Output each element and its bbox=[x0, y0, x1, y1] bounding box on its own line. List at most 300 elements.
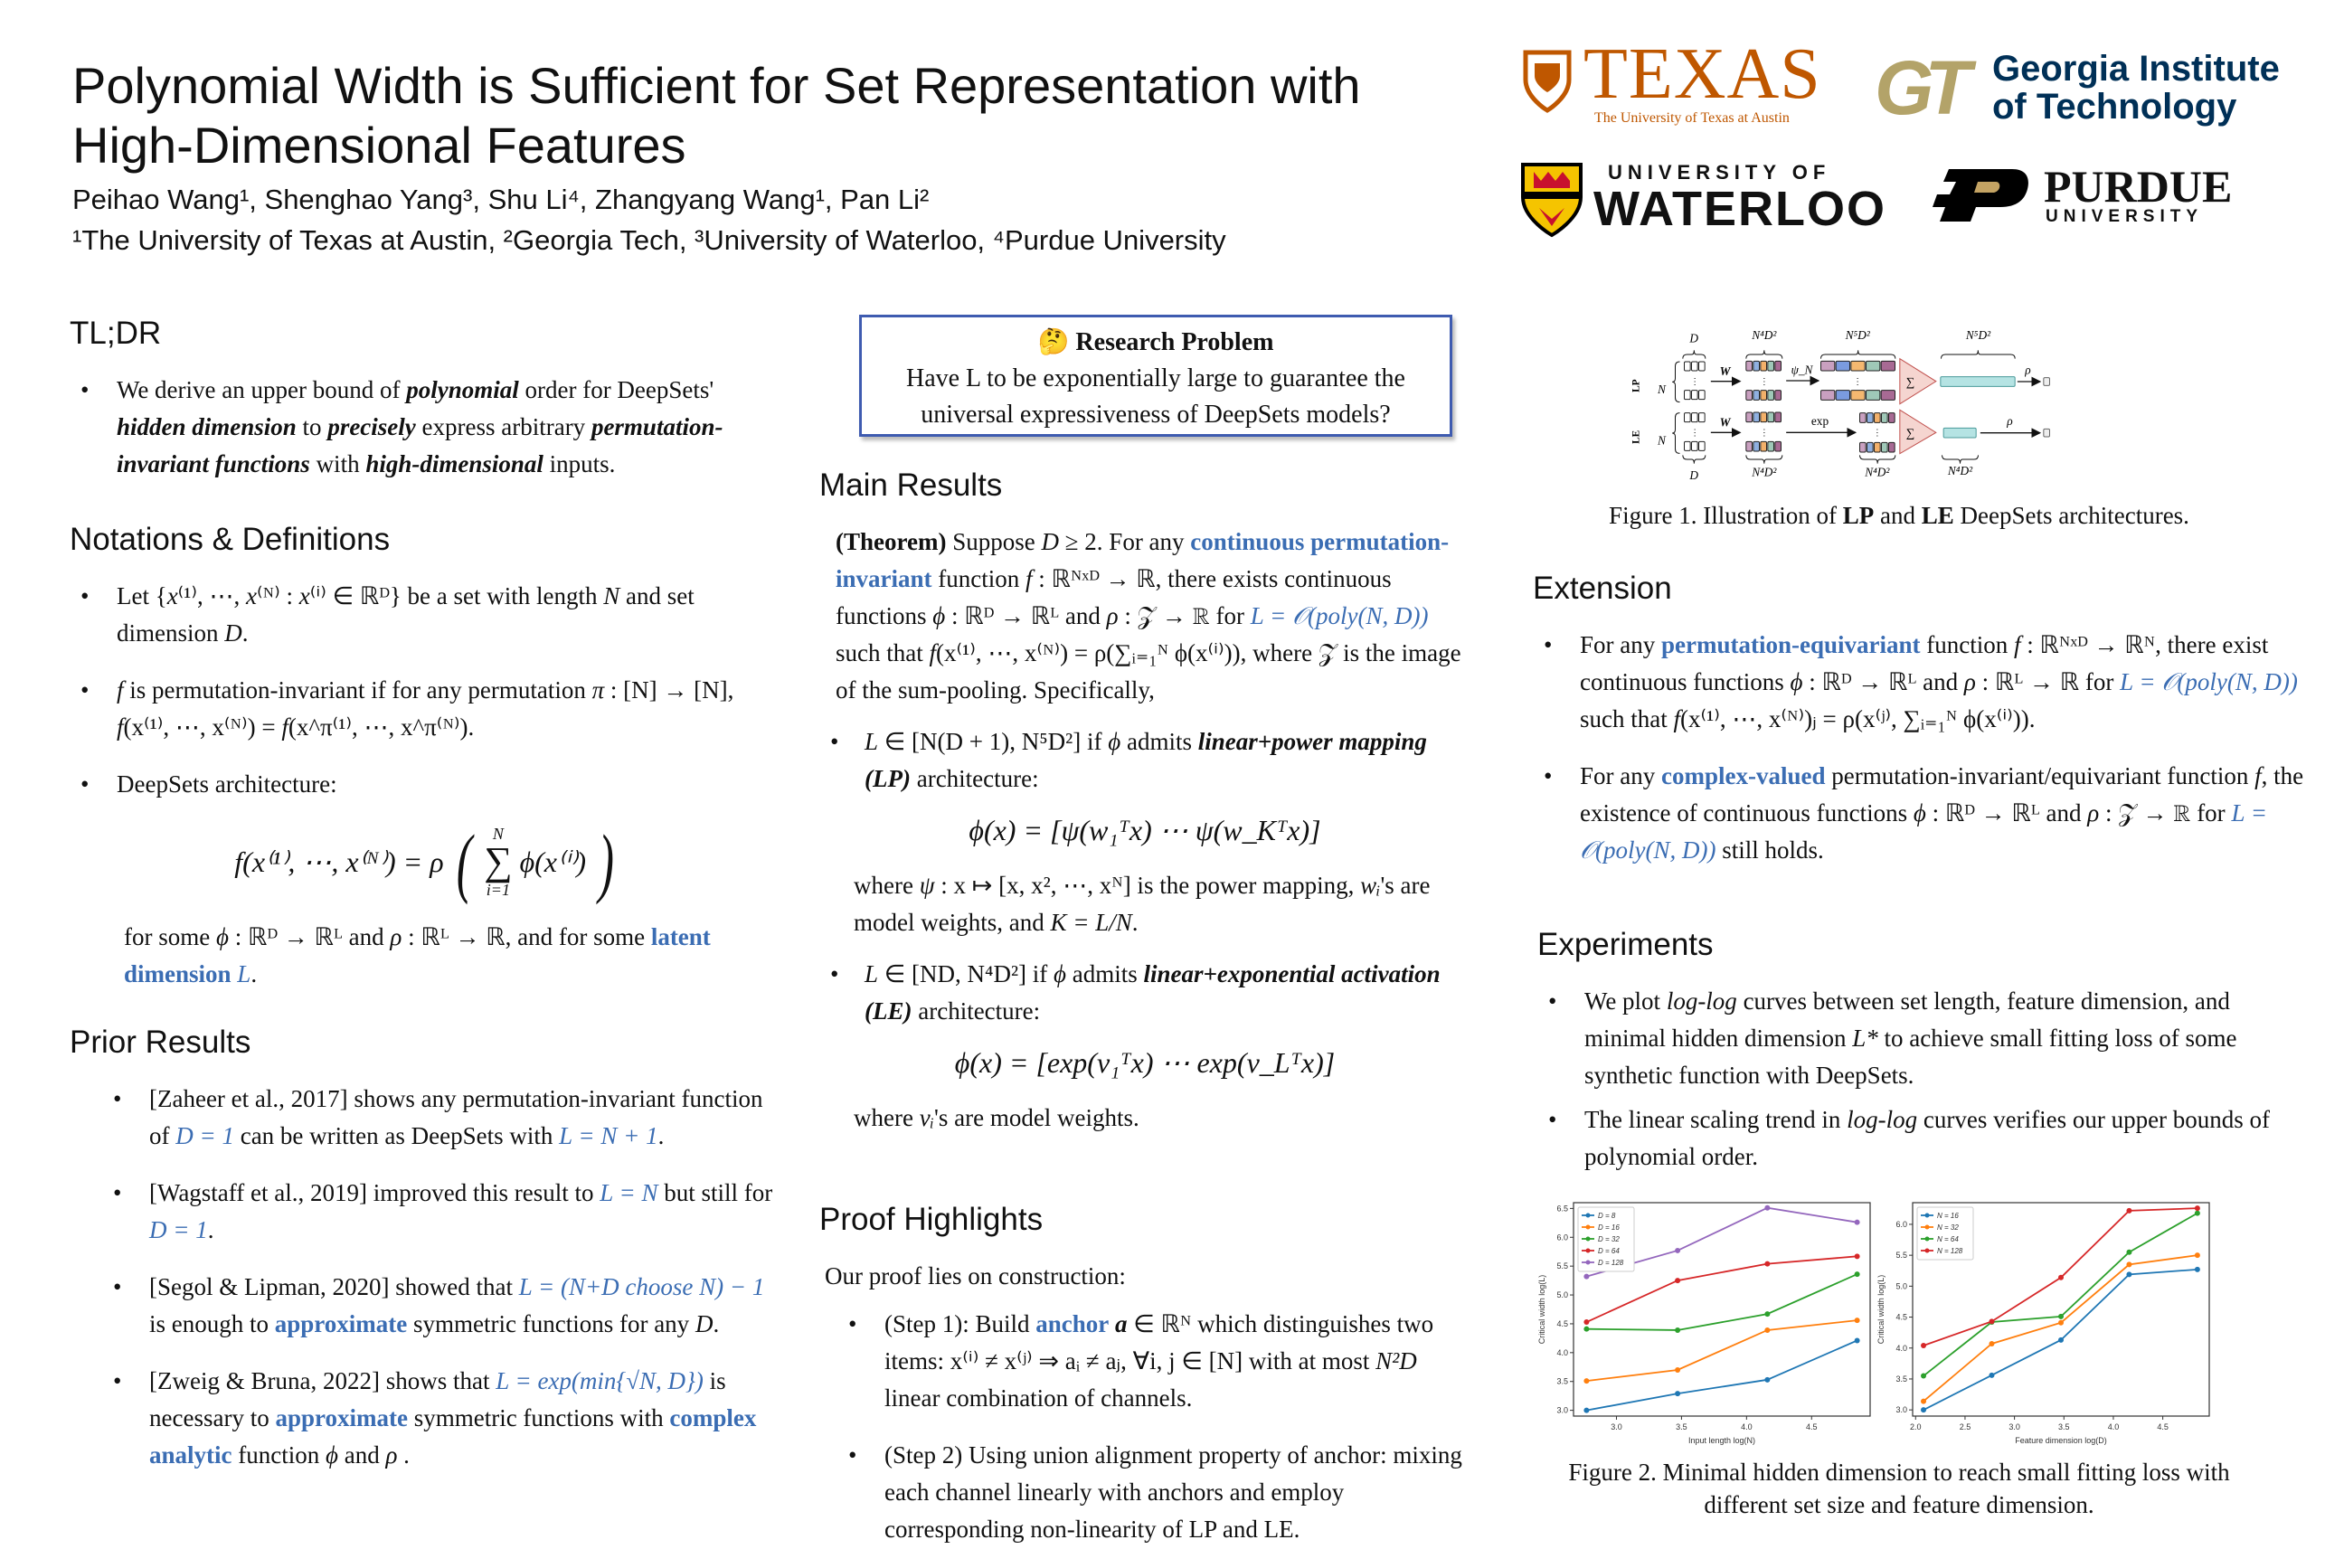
brace bbox=[1821, 350, 1895, 358]
text-segment: symmetric functions with bbox=[407, 1404, 670, 1431]
text-segment: D bbox=[1041, 528, 1059, 555]
text-segment: hidden dimension bbox=[117, 413, 297, 440]
purdue-wordmark: PURDUE bbox=[2044, 161, 2233, 212]
legend-label: D = 128 bbox=[1598, 1259, 1624, 1267]
power-cell bbox=[1851, 361, 1865, 371]
n4d2-label: N⁴D² bbox=[1752, 328, 1777, 342]
y-tick-label: 5.0 bbox=[1556, 1290, 1568, 1300]
data-point bbox=[1855, 1318, 1860, 1323]
y-tick-label: 5.5 bbox=[1556, 1261, 1568, 1271]
n5d2-label: N⁵D² bbox=[1845, 328, 1870, 342]
prior-bullet bbox=[102, 1363, 784, 1474]
sum-upper: N bbox=[492, 825, 504, 843]
text-segment: to bbox=[296, 413, 328, 440]
text-segment: admits bbox=[1066, 960, 1144, 987]
section-proof bbox=[819, 1201, 1470, 1568]
text-segment: . bbox=[241, 619, 249, 647]
legend-marker bbox=[1925, 1214, 1930, 1218]
text-segment: L = 𝒪(poly(N, D)) bbox=[2120, 668, 2298, 695]
eq-lhs: f(x⁽¹⁾, ⋯, x⁽ᴺ⁾) = ρ bbox=[234, 845, 444, 878]
text-segment: f bbox=[117, 713, 124, 741]
text-segment: architecture: bbox=[912, 997, 1041, 1025]
n-label: N bbox=[1658, 383, 1666, 396]
text-segment: continuous permutation-invariant bbox=[836, 528, 1450, 592]
embed-cell bbox=[1768, 441, 1774, 451]
d-label: D bbox=[1689, 331, 1698, 345]
text-segment: latent dimension bbox=[124, 923, 711, 987]
figure-1-caption bbox=[1537, 499, 2261, 532]
text-segment: [Zweig & Bruna, 2022] shows that bbox=[149, 1367, 496, 1394]
text-segment: K = L/N bbox=[1050, 909, 1132, 936]
gt-monogram: GT bbox=[1875, 45, 1962, 130]
text-segment: can be written as DeepSets with bbox=[233, 1122, 560, 1149]
deepsets-equation bbox=[70, 818, 784, 905]
proof-step bbox=[837, 1306, 1470, 1417]
brace bbox=[1746, 455, 1782, 463]
power-cell bbox=[1821, 361, 1835, 371]
text-segment: ⁽¹⁾, ⋯, bbox=[177, 582, 247, 609]
text-segment: still holds. bbox=[1715, 836, 1824, 864]
embed-cell bbox=[1746, 412, 1753, 422]
y-tick-label: 3.0 bbox=[1895, 1405, 1907, 1415]
text-segment: such that bbox=[836, 639, 930, 666]
le-equation: ϕ(x) = [exp(v₁ᵀx) ⋯ exp(v_Lᵀx)] bbox=[954, 1046, 1336, 1079]
text-segment: ∈ ℝᴺ which distinguishes two items: x⁽ⁱ⁾ ≠ x⁽ʲ⁾ ⇒ aᵢ ≠ aⱼ, ∀i, j ∈ [N] with at most bbox=[884, 1310, 1434, 1374]
experiments-bullet bbox=[1537, 1101, 2306, 1176]
proof-step bbox=[837, 1437, 1470, 1548]
n4d2-label: N⁴D² bbox=[1865, 465, 1890, 479]
prior-bullet bbox=[102, 1081, 784, 1155]
lp-bullet bbox=[819, 723, 1470, 798]
heading-extension: Extension bbox=[1533, 571, 1672, 606]
extension-bullet bbox=[1533, 758, 2306, 869]
text-segment: linear+power mapping (LP) bbox=[865, 728, 1427, 792]
text-segment: f bbox=[1673, 705, 1680, 732]
text-segment: L = N bbox=[600, 1179, 658, 1206]
x-axis-label: Input length log(N) bbox=[1687, 1436, 1756, 1445]
vertical-dots: ⋮ bbox=[1872, 428, 1882, 439]
text-segment: function bbox=[232, 1441, 326, 1469]
text-segment: : ℝᴸ → ℝ, and for some bbox=[402, 923, 651, 950]
embed-cell bbox=[1753, 391, 1760, 401]
text-segment: The linear scaling trend in bbox=[1584, 1106, 1848, 1133]
text-segment: : ℝᴰ → ℝᴸ and bbox=[228, 923, 391, 950]
text-segment: We derive an upper bound of bbox=[117, 376, 407, 403]
text-segment: L = N + 1 bbox=[559, 1122, 658, 1149]
data-point bbox=[1989, 1373, 1994, 1378]
data-point bbox=[1921, 1343, 1926, 1348]
text-segment: . bbox=[250, 960, 258, 987]
data-point bbox=[2126, 1208, 2131, 1214]
text-segment: architecture: bbox=[910, 765, 1039, 792]
text-segment: ∈ [ND, N⁴D²] if bbox=[878, 960, 1054, 987]
text-segment: wᵢ bbox=[1360, 872, 1381, 899]
text-segment: order for DeepSets' bbox=[518, 376, 714, 403]
heading-experiments: Experiments bbox=[1537, 927, 1714, 962]
le-bullet bbox=[819, 956, 1470, 1030]
data-point bbox=[2195, 1267, 2200, 1272]
legend-label: N = 32 bbox=[1937, 1223, 1959, 1232]
text-segment: For any bbox=[1580, 631, 1661, 658]
data-point bbox=[1764, 1261, 1770, 1267]
text-segment: x bbox=[298, 582, 310, 609]
data-point bbox=[1583, 1378, 1589, 1384]
text-segment: ρ bbox=[390, 923, 402, 950]
x-tick-label: 4.0 bbox=[1741, 1422, 1753, 1431]
text-segment: : ℝᴺˣᴰ → ℝᴺ, there exist continuous functions bbox=[1580, 631, 2269, 695]
text-segment: ϕ bbox=[215, 923, 229, 950]
brace bbox=[1746, 350, 1782, 358]
section-extension bbox=[1533, 570, 2306, 889]
text-segment: L = (N+D choose N) − 1 bbox=[518, 1273, 765, 1300]
chart-input-length bbox=[1528, 1192, 1881, 1454]
n4d2-label: N⁴D² bbox=[1752, 465, 1777, 479]
y-tick-label: 3.0 bbox=[1556, 1405, 1568, 1415]
data-point bbox=[1921, 1399, 1926, 1404]
sum-pooling-triangle bbox=[1900, 359, 1936, 404]
text-segment: ⁽ᴺ⁾ : bbox=[257, 582, 299, 609]
le-explanation bbox=[819, 1100, 1470, 1137]
x-tick-label: 4.0 bbox=[2107, 1422, 2120, 1431]
data-point bbox=[1764, 1327, 1770, 1333]
legend-marker bbox=[1586, 1261, 1591, 1265]
input-cell bbox=[1692, 362, 1698, 371]
y-tick-label: 5.5 bbox=[1895, 1251, 1907, 1261]
brace bbox=[1942, 350, 2016, 358]
power-cell bbox=[1821, 391, 1835, 401]
x-tick-label: 2.0 bbox=[1910, 1422, 1922, 1431]
y-axis-label: Critical width log(L) bbox=[1537, 1274, 1546, 1345]
text-segment: function bbox=[1920, 631, 2014, 658]
input-cell bbox=[1692, 441, 1698, 450]
text-segment: f bbox=[2013, 631, 2021, 658]
text-segment: f bbox=[117, 676, 124, 704]
text-segment: and bbox=[1874, 502, 1922, 529]
input-cell bbox=[1685, 413, 1691, 422]
n4d2-label: N⁴D² bbox=[1947, 464, 1973, 477]
text-segment: DeepSets architectures. bbox=[1953, 502, 2189, 529]
input-cell bbox=[1699, 362, 1706, 371]
section-main-results bbox=[819, 467, 1470, 1137]
text-segment: L bbox=[865, 728, 879, 755]
legend-marker bbox=[1586, 1214, 1591, 1218]
legend-label: D = 32 bbox=[1598, 1235, 1620, 1243]
power-cell bbox=[1851, 391, 1865, 401]
text-segment: Figure 1. Illustration of bbox=[1609, 502, 1843, 529]
sigma-label: ∑ bbox=[1905, 426, 1915, 439]
text-segment: L* bbox=[1852, 1025, 1878, 1052]
text-segment: and bbox=[337, 1441, 386, 1469]
text-segment: (Step 2) Using union alignment property of anchor: mixing each channel linearly with anchors and employ corresponding non-linearity of LP and LE. bbox=[884, 1441, 1462, 1543]
text-segment: ρ bbox=[385, 1441, 398, 1469]
section-notations bbox=[70, 521, 784, 993]
text-segment: ϕ bbox=[325, 1441, 338, 1469]
lp-equation: ϕ(x) = [ψ(w₁ᵀx) ⋯ ψ(w_Kᵀx)] bbox=[969, 814, 1321, 846]
text-segment: LP bbox=[1842, 502, 1875, 529]
text-segment: . bbox=[207, 1216, 214, 1243]
power-cell bbox=[1881, 361, 1895, 371]
y-tick-label: 3.5 bbox=[1556, 1376, 1568, 1386]
data-point bbox=[1855, 1337, 1860, 1343]
embed-cell bbox=[1768, 391, 1774, 401]
gt-line2: of Technology bbox=[1992, 87, 2237, 127]
psi-label: ψ_N bbox=[1791, 363, 1813, 377]
proof-intro: Our proof lies on construction: bbox=[825, 1262, 1126, 1289]
output-node bbox=[2044, 378, 2050, 386]
legend-label: N = 64 bbox=[1937, 1235, 1959, 1243]
section-prior bbox=[70, 1024, 784, 1494]
research-problem-box bbox=[859, 315, 1452, 437]
embed-cell bbox=[1775, 391, 1782, 401]
data-point bbox=[1675, 1367, 1680, 1373]
power-cell bbox=[1836, 391, 1849, 401]
power-cell bbox=[1836, 361, 1849, 371]
brace bbox=[1860, 455, 1895, 463]
x-axis-label: Feature dimension log(D) bbox=[2015, 1436, 2107, 1445]
x-tick-label: 2.5 bbox=[1959, 1422, 1971, 1431]
sum-pooling-triangle bbox=[1900, 410, 1936, 453]
text-segment: . bbox=[713, 1310, 720, 1337]
data-point bbox=[1675, 1248, 1680, 1253]
n5d2-label: N⁵D² bbox=[1965, 328, 1991, 342]
research-text: Have L to be exponentially large to guarantee the universal expressiveness of DeepSets models? bbox=[905, 364, 1405, 429]
text-segment: high-dimensional bbox=[365, 450, 543, 477]
x-tick-label: 3.5 bbox=[2058, 1422, 2070, 1431]
vertical-dots: ⋮ bbox=[1759, 377, 1769, 387]
text-segment: : ℝᴰ → ℝᴸ and bbox=[945, 602, 1107, 629]
data-point bbox=[1583, 1274, 1589, 1280]
exp-cell bbox=[1889, 442, 1895, 452]
heading-prior: Prior Results bbox=[70, 1025, 251, 1060]
exp-cell bbox=[1867, 413, 1874, 423]
power-cell bbox=[1881, 391, 1895, 401]
tldr-bullet bbox=[70, 372, 784, 483]
x-tick-label: 3.0 bbox=[1611, 1422, 1622, 1431]
heading-proof: Proof Highlights bbox=[819, 1202, 1044, 1237]
text-segment: where 𝒵 is the image of the sum-pooling. Specifically, bbox=[836, 639, 1461, 704]
text-segment: (x^π⁽¹⁾, ⋯, x^π⁽ᴺ⁾). bbox=[288, 713, 475, 741]
text-segment: ≥ 2. For any bbox=[1058, 528, 1191, 555]
text-segment: L = 𝒪(poly(N, D)) bbox=[1580, 799, 2267, 864]
text-segment: D bbox=[224, 619, 242, 647]
text-segment: polynomial bbox=[406, 376, 519, 403]
affiliations: ¹The University of Texas at Austin, ²Georgia Tech, ³University of Waterloo, ⁴Purdue University bbox=[72, 224, 1226, 256]
text-segment: L bbox=[865, 960, 879, 987]
text-segment: curves between set length, feature dimension, and minimal hidden dimension bbox=[1584, 987, 2230, 1052]
heading-notations: Notations & Definitions bbox=[70, 522, 391, 557]
prior-bullet bbox=[102, 1175, 784, 1249]
text-segment: ∈ [N(D + 1), N⁵D²] if bbox=[878, 728, 1109, 755]
text-segment: : 𝒵 → ℝ for bbox=[2099, 799, 2232, 827]
text-segment: : ℝᴰ → ℝᴸ and bbox=[1802, 668, 1964, 695]
text-segment: where bbox=[854, 1104, 920, 1131]
sum-lower: i=1 bbox=[486, 881, 510, 899]
brace bbox=[1942, 455, 1979, 463]
exp-cell bbox=[1860, 413, 1867, 423]
data-point bbox=[1855, 1220, 1860, 1225]
chart-feature-dimension bbox=[1867, 1192, 2220, 1454]
embed-cell bbox=[1761, 441, 1767, 451]
text-segment: permutation-invariant functions bbox=[117, 413, 723, 477]
data-point bbox=[1675, 1278, 1680, 1283]
text-segment: is permutation-invariant if for any permutation bbox=[123, 676, 592, 704]
text-segment: (Theorem) bbox=[836, 528, 947, 555]
data-point bbox=[2126, 1271, 2131, 1277]
y-tick-label: 4.5 bbox=[1895, 1312, 1907, 1322]
embed-cell bbox=[1746, 361, 1753, 371]
text-segment: : [N] → [N], bbox=[604, 676, 734, 704]
exp-cell bbox=[1889, 413, 1895, 423]
texas-subtitle: The University of Texas at Austin bbox=[1594, 110, 1790, 126]
text-segment: complex-valued bbox=[1661, 762, 1826, 789]
sum-symbol bbox=[484, 826, 512, 898]
paren: ( bbox=[456, 818, 472, 905]
data-point bbox=[2058, 1314, 2064, 1319]
data-point bbox=[1675, 1391, 1680, 1396]
data-point bbox=[1921, 1407, 1926, 1412]
brace bbox=[1683, 350, 1706, 358]
n-label: N bbox=[1658, 433, 1666, 448]
purdue-p-icon bbox=[1931, 167, 2030, 223]
data-point bbox=[1675, 1327, 1680, 1333]
x-tick-label: 4.5 bbox=[2157, 1422, 2169, 1431]
sum-sign: ∑ bbox=[484, 839, 513, 883]
row-label: LP bbox=[1630, 379, 1642, 392]
pooled-vector-lp bbox=[1941, 377, 2015, 387]
y-tick-label: 6.5 bbox=[1556, 1204, 1568, 1214]
extension-bullet bbox=[1533, 627, 2306, 738]
embed-cell bbox=[1746, 441, 1753, 451]
data-point bbox=[2195, 1252, 2200, 1258]
text-segment: N bbox=[603, 582, 620, 609]
text-segment: : 𝒵 → ℝ for bbox=[1118, 602, 1251, 629]
legend-marker bbox=[1925, 1237, 1930, 1242]
y-tick-label: 4.0 bbox=[1556, 1347, 1568, 1357]
input-cell bbox=[1685, 441, 1691, 450]
x-tick-label: 3.5 bbox=[1676, 1422, 1687, 1431]
text-segment: (x⁽¹⁾, ⋯, x⁽ᴺ⁾) = ρ(∑ᵢ₌₁ᴺ ϕ(x⁽ⁱ⁾)), bbox=[936, 639, 1247, 666]
paren: ) bbox=[598, 818, 614, 905]
data-point bbox=[2195, 1211, 2200, 1216]
heading-tldr: TL;DR bbox=[70, 316, 162, 351]
embed-cell bbox=[1753, 361, 1760, 371]
prior-bullet bbox=[102, 1269, 784, 1343]
embed-cell bbox=[1775, 441, 1782, 451]
brace bbox=[1672, 413, 1679, 454]
embed-cell bbox=[1775, 412, 1782, 422]
text-segment: a bbox=[1115, 1310, 1128, 1337]
embed-cell bbox=[1753, 441, 1760, 451]
text-segment: f bbox=[929, 639, 936, 666]
text-segment: (Step 1): Build bbox=[884, 1310, 1036, 1337]
text-segment: L = 𝒪(poly(N, D)) bbox=[1250, 602, 1429, 629]
text-segment: ρ bbox=[1963, 668, 1976, 695]
text-segment: ⁽ⁱ⁾ ∈ ℝᴰ} be a set with length bbox=[309, 582, 604, 609]
purdue-subtitle: UNIVERSITY bbox=[2046, 207, 2204, 226]
legend-marker bbox=[1586, 1225, 1591, 1230]
vertical-dots: ⋮ bbox=[1759, 428, 1769, 439]
text-segment: ϕ bbox=[1054, 960, 1067, 987]
exp-cell bbox=[1882, 413, 1888, 423]
text-segment: [Segol & Lipman, 2020] showed that bbox=[149, 1273, 519, 1300]
text-segment: and set dimension bbox=[117, 582, 695, 647]
text-segment: 's are model weights. bbox=[933, 1104, 1139, 1131]
rho-label: ρ bbox=[2025, 363, 2031, 377]
data-point bbox=[1989, 1341, 1994, 1346]
legend-label: D = 16 bbox=[1598, 1223, 1620, 1232]
exp-cell bbox=[1875, 442, 1881, 452]
text-segment: log-log bbox=[1666, 987, 1737, 1015]
embed-cell bbox=[1768, 361, 1774, 371]
input-cell bbox=[1692, 413, 1698, 422]
vertical-dots: ⋮ bbox=[1690, 428, 1700, 439]
data-point bbox=[1583, 1327, 1589, 1332]
vertical-dots: ⋮ bbox=[1853, 377, 1863, 387]
text-segment: precisely bbox=[327, 413, 416, 440]
data-point bbox=[2195, 1205, 2200, 1211]
text-segment: to achieve small fitting loss of some synthetic function with DeepSets. bbox=[1584, 1025, 2237, 1089]
text-segment: [Wagstaff et al., 2019] improved this result to bbox=[149, 1179, 600, 1206]
legend-marker bbox=[1586, 1237, 1591, 1242]
y-tick-label: 4.5 bbox=[1556, 1318, 1568, 1328]
text-segment: f bbox=[281, 713, 288, 741]
text-segment: ϕ bbox=[1913, 799, 1926, 827]
exp-cell bbox=[1882, 442, 1888, 452]
text-segment: ρ bbox=[1106, 602, 1119, 629]
data-point bbox=[2058, 1320, 2064, 1326]
x-tick-label: 4.5 bbox=[1806, 1422, 1818, 1431]
embed-cell bbox=[1775, 361, 1782, 371]
notation-bullet-invariance bbox=[70, 672, 784, 746]
pooled-vector-le bbox=[1943, 428, 1976, 438]
text-segment: function bbox=[931, 565, 1026, 592]
lp-explanation bbox=[819, 867, 1470, 941]
text-segment: , the existence of continuous functions bbox=[1580, 762, 2304, 827]
text-segment: for some bbox=[124, 923, 216, 950]
text-segment: vᵢ bbox=[919, 1104, 934, 1131]
text-segment: express arbitrary bbox=[415, 413, 591, 440]
text-segment: We plot bbox=[1584, 987, 1667, 1015]
rho-label: ρ bbox=[2007, 414, 2013, 428]
gt-wordmark bbox=[1992, 50, 2280, 126]
logo-purdue bbox=[1931, 161, 2238, 231]
text-segment: 's are model weights, and bbox=[854, 872, 1431, 936]
text-segment: . bbox=[397, 1441, 410, 1469]
input-cell bbox=[1699, 441, 1706, 450]
section-tldr bbox=[70, 315, 784, 503]
text-segment: D = 1 bbox=[149, 1216, 208, 1243]
text-segment: . bbox=[657, 1122, 665, 1149]
figure-1-diagram bbox=[1501, 316, 2188, 497]
text-segment: π bbox=[591, 676, 605, 704]
text-segment: . bbox=[1131, 909, 1139, 936]
w-label: W bbox=[1719, 415, 1731, 430]
text-segment: such that bbox=[1580, 705, 1674, 732]
text-segment: D = 1 bbox=[175, 1122, 234, 1149]
text-segment: (x⁽¹⁾, ⋯, x⁽ᴺ⁾)ⱼ = ρ(x⁽ʲ⁾, ∑ᵢ₌₁ᴺ ϕ(x⁽ⁱ⁾)). bbox=[1680, 705, 2036, 732]
embed-cell bbox=[1761, 391, 1767, 401]
notation-bullet-set bbox=[70, 578, 784, 652]
text-segment: : x ↦ [x, x², ⋯, xᴺ] is the power mapping, bbox=[934, 872, 1361, 899]
text-segment: ϕ bbox=[1790, 668, 1803, 695]
research-title: Research Problem bbox=[1075, 328, 1274, 356]
input-cell bbox=[1685, 362, 1691, 371]
brace bbox=[1672, 362, 1679, 402]
text-segment: ϕ bbox=[1108, 728, 1121, 755]
section-experiments bbox=[1537, 926, 2306, 1195]
text-segment: ρ bbox=[2087, 799, 2100, 827]
data-point bbox=[2126, 1261, 2131, 1267]
